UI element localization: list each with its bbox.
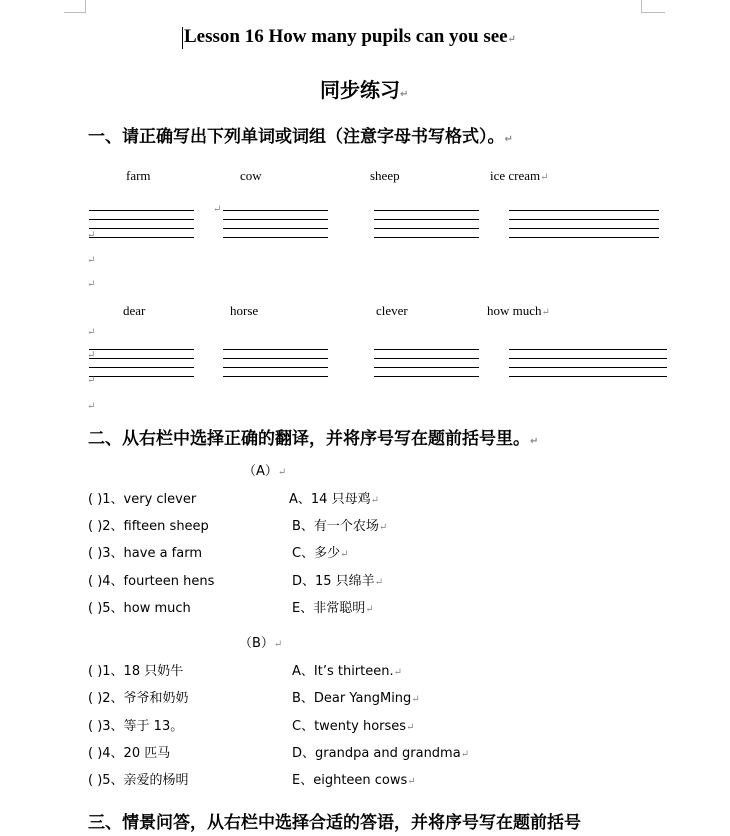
group-a-option-d: D、15 只绵羊↵ (292, 574, 384, 589)
paragraph-mark: ↵ (213, 204, 222, 215)
word-farm: farm (126, 168, 151, 183)
paragraph-mark: ↵ (87, 255, 96, 266)
group-b-label: （B）↵ (239, 636, 283, 651)
paragraph-mark: ↵ (87, 401, 96, 412)
group-a-question-1: ( )1、very clever (88, 492, 197, 507)
group-a-question-2: ( )2、fifteen sheep (88, 519, 209, 534)
group-b-question-1: ( )1、18 只奶牛 (88, 664, 184, 679)
paragraph-mark: ↵ (87, 375, 96, 386)
corner-mark-right-h (641, 12, 665, 13)
word-dear: dear (123, 303, 146, 318)
section-3-heading: 三、情景问答，从右栏中选择合适的答语，并将序号写在题前括号 (88, 813, 581, 833)
group-a-option-b: B、有一个农场↵ (292, 519, 388, 534)
group-b-question-5: ( )5、亲爱的杨明 (88, 773, 189, 788)
group-a-question-4: ( )4、fourteen hens (88, 574, 215, 589)
group-a-question-5: ( )5、how much (88, 601, 191, 616)
group-a-option-a: A、14 只母鸡↵ (289, 492, 379, 507)
corner-mark-left-h (64, 12, 86, 13)
page-subtitle: 同步练习↵ (320, 78, 409, 102)
group-a-option-e: E、非常聪明↵ (292, 601, 374, 616)
group-b-option-c: C、twenty horses↵ (292, 719, 415, 734)
group-b-question-3: ( )3、等于 13。 (88, 719, 184, 734)
paragraph-mark: ↵ (87, 279, 96, 290)
group-b-option-e: E、eighteen cows↵ (292, 773, 416, 788)
paragraph-mark: ↵ (87, 230, 96, 241)
group-a-option-c: C、多少↵ (292, 546, 349, 561)
word-sheep: sheep (370, 168, 400, 183)
paragraph-mark: ↵ (87, 327, 96, 338)
group-b-question-2: ( )2、爷爷和奶奶 (88, 691, 189, 706)
group-b-option-b: B、Dear YangMing↵ (292, 691, 420, 706)
text-cursor (182, 27, 183, 49)
word-horse: horse (230, 303, 259, 318)
lesson-title: Lesson 16 How many pupils can you see↵ (184, 26, 516, 47)
group-a-label: （A）↵ (243, 464, 287, 479)
group-a-question-3: ( )3、have a farm (88, 546, 202, 561)
section-1-heading: 一、请正确写出下列单词或词组（注意字母书写格式）。↵ (88, 127, 513, 147)
word-ice-cream: ice cream↵ (490, 168, 549, 183)
word-cow: cow (240, 168, 262, 183)
section-2-heading: 二、从右栏中选择正确的翻译，并将序号写在题前括号里。↵ (88, 429, 539, 449)
word-how-much: how much↵ (487, 303, 550, 318)
paragraph-mark: ↵ (87, 350, 96, 361)
group-b-option-d: D、grandpa and grandma↵ (292, 746, 470, 761)
word-clever: clever (376, 303, 408, 318)
group-b-option-a: A、It’s thirteen.↵ (292, 664, 403, 679)
group-b-question-4: ( )4、20 匹马 (88, 746, 171, 761)
